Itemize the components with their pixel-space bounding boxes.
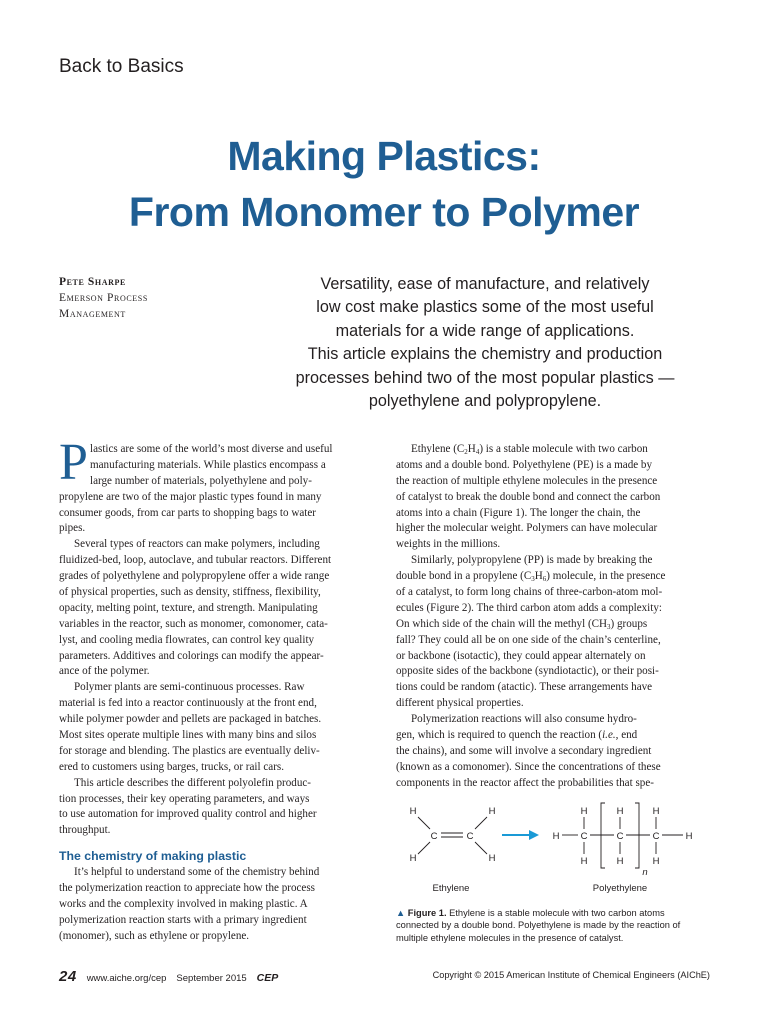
body-line: (monomer), such as ethylene or propylene. <box>59 929 250 942</box>
body-line: the polymerization reaction to appreciate how the process <box>59 881 315 894</box>
body-line: lastics are some of the world’s most diverse and useful <box>90 443 333 455</box>
body-line: Most sites operate multiple lines with many bins and silos <box>59 729 317 742</box>
body-line: polymerization reaction starts with a primary ingredient <box>59 913 307 926</box>
section-tag: Back to Basics <box>59 56 184 77</box>
body-line: lyst, and cooling media flowrates, can control key quality <box>59 633 315 646</box>
caption-label: Figure 1. <box>407 908 447 918</box>
atom-h: H <box>488 853 496 864</box>
bond <box>418 842 430 854</box>
body-line: atoms and a double bond. Polyethylene (PE) is a made by <box>396 458 653 471</box>
body-line: parameters. Additives and colorings can modify the appear- <box>59 649 324 662</box>
atom-c: C <box>616 831 624 842</box>
bond <box>418 817 430 829</box>
body-line: or backbone (isotactic), they could appear alternately on <box>396 649 646 662</box>
body-line: of catalyst to break the double bond and connect the carbon <box>396 490 661 503</box>
body-line: opposite sides of the backbone (syndiotactic), or their posi- <box>396 665 659 678</box>
body-line: for storage and blending. The plastics are eventually deliv- <box>59 744 320 757</box>
body-line: works and the complexity involved in making plastic. A <box>59 897 308 910</box>
title-line-1: Making Plastics: <box>227 133 541 179</box>
body-line: opacity, melting point, texture, and strength. Manipulating <box>59 601 318 614</box>
author-affiliation-2: Management <box>59 308 126 320</box>
author-name: Pete Sharpe <box>59 276 126 288</box>
bracket-left <box>601 803 605 868</box>
body-line: Ethylene $(C_2H_4)$ is a stable molecule with two carbon <box>411 443 648 456</box>
atom-h: H <box>488 806 496 817</box>
body-line: grades of polyethylene and polypropylene offer a wide range <box>59 570 330 583</box>
body-line: weights in the millions. <box>396 538 501 551</box>
body-line: On which side of the chain will the methyl $(CH_3)$ groups <box>396 617 648 631</box>
body-line: of a catalyst, to form long chains of three-carbon-atom mol- <box>396 586 663 599</box>
body-column-left <box>59 442 377 839</box>
lede-line: low cost make plastics some of the most useful <box>316 298 654 317</box>
triangle-marker-icon: ▲ <box>396 908 406 918</box>
atom-h: H <box>580 806 588 817</box>
body-line: material is fed into a reactor continuously at the front end, <box>59 697 317 710</box>
lede-line: Versatility, ease of manufacture, and relatively <box>320 275 650 293</box>
body-line: the chains), and some will involve a secondary ingredient <box>396 744 652 757</box>
lede-line: materials for a wide range of applications. <box>335 321 635 340</box>
lede-line: This article explains the chemistry and production <box>307 345 663 364</box>
body-line: ered to customers using barges, trucks, or rail cars. <box>59 760 284 773</box>
atom-h: H <box>685 831 693 842</box>
body-line: ecules (Figure 2). The third carbon atom adds a complexity: <box>396 601 662 614</box>
author-affiliation-1: Emerson Process <box>59 292 148 304</box>
page-number: 24 <box>59 968 77 985</box>
body-line: ance of the polymer. <box>59 665 150 678</box>
section-subhead: The chemistry of making plastic <box>59 849 247 863</box>
lede-line: polyethylene and polypropylene. <box>368 392 602 411</box>
body-line: fall? They could all be on one side of the chain’s centerline, <box>396 633 661 646</box>
atom-h: H <box>616 856 624 867</box>
body-line: large number of materials, polyethylene and poly- <box>90 474 312 487</box>
caption-line: ▲ Figure 1. Ethylene is a stable molecule with two carbon atoms <box>396 908 665 918</box>
atom-h: H <box>652 856 660 867</box>
subscript-n: n <box>642 867 648 878</box>
lede <box>262 273 708 413</box>
body-line: tions could be random (atactic). These arrangements have <box>396 681 653 694</box>
footer-copyright: Copyright © 2015 American Institute of Chemical Engineers (AIChE) <box>432 970 710 980</box>
body-line: manufacturing materials. While plastics encompass a <box>90 458 326 471</box>
label-ethylene: Ethylene <box>432 883 470 894</box>
bond <box>475 842 487 854</box>
caption-line: connected by a double bond. Polyethylene is made by the reaction of <box>396 920 681 931</box>
article-title <box>0 128 768 240</box>
body-line: propylene are two of the major plastic types found in many <box>59 490 322 503</box>
body-line: Polymer plants are semi-continuous processes. Raw <box>74 681 305 694</box>
atom-c: C <box>652 831 660 842</box>
bond <box>475 817 487 829</box>
body-line: while polymer powder and pellets are packaged in batches. <box>59 713 322 726</box>
footer-left <box>59 968 278 985</box>
body-line: pipes. <box>59 522 86 535</box>
atom-h: H <box>552 831 560 842</box>
bracket-right <box>635 803 639 868</box>
body-line: components in the reactor affect the probabilities that spe- <box>396 776 654 789</box>
body-line: of physical properties, such as density, stiffness, flexibility, <box>59 586 321 599</box>
body-line: Several types of reactors can make polymers, including <box>74 538 320 551</box>
caption-line: multiple ethylene molecules in the presence of catalyst. <box>396 932 624 943</box>
journal-logo: CEP <box>256 972 279 984</box>
body-line: Similarly, polypropylene (PP) is made by breaking the <box>411 554 653 567</box>
body-line: gen, which is required to quench the reaction (i.e., end <box>396 729 638 742</box>
footer-date: September 2015 <box>176 973 247 984</box>
body-line: Polymerization reactions will also consume hydro- <box>411 713 637 726</box>
body-line: the reaction of multiple ethylene molecules in the presence <box>396 474 658 487</box>
lede-line: processes behind two of the most popular plastics — <box>295 368 675 387</box>
body-column-left-continued <box>59 865 377 944</box>
body-line: atoms into a chain (Figure 1). The longer the chain, the <box>396 506 641 519</box>
body-line: fluidized-bed, loop, autoclave, and tubular reactors. Different <box>59 554 332 567</box>
atom-h: H <box>616 806 624 817</box>
figure-caption <box>396 907 708 944</box>
author-block <box>59 274 148 322</box>
atom-h: H <box>409 806 417 817</box>
drop-cap: P <box>59 434 88 491</box>
body-column-right <box>396 442 708 792</box>
body-line: to use automation for improved quality control and higher <box>59 808 317 821</box>
atom-c: C <box>430 831 438 842</box>
body-line: It’s helpful to understand some of the chemistry behind <box>74 866 320 878</box>
body-line: This article describes the different polyolefin produc- <box>74 776 311 789</box>
atom-h: H <box>409 853 417 864</box>
atom-c: C <box>580 831 588 842</box>
body-line: (known as a comonomer). Since the concentrations of these <box>396 760 661 773</box>
body-line: double bond in a propylene $(C_3H_6)$ molecule, in the presence <box>396 570 666 584</box>
label-polyethylene: Polyethylene <box>592 883 648 894</box>
body-line: throughput. <box>59 824 111 837</box>
figure-1-diagram <box>396 798 708 908</box>
body-line: different physical properties. <box>396 697 524 710</box>
body-line: tion processes, their key operating parameters, and ways <box>59 792 310 805</box>
atom-h: H <box>580 856 588 867</box>
body-line: consumer goods, from car parts to shopping bags to water <box>59 506 316 519</box>
body-line: variables in the reactor, such as monomer, comonomer, cata- <box>59 617 328 630</box>
atom-h: H <box>652 806 660 817</box>
body-line: higher the molecular weight. Polymers can have molecular <box>396 522 658 535</box>
title-line-2: From Monomer to Polymer <box>128 189 640 235</box>
reaction-arrowhead <box>529 830 539 840</box>
atom-c: C <box>466 831 474 842</box>
footer-url[interactable]: www.aiche.org/cep <box>86 973 167 984</box>
